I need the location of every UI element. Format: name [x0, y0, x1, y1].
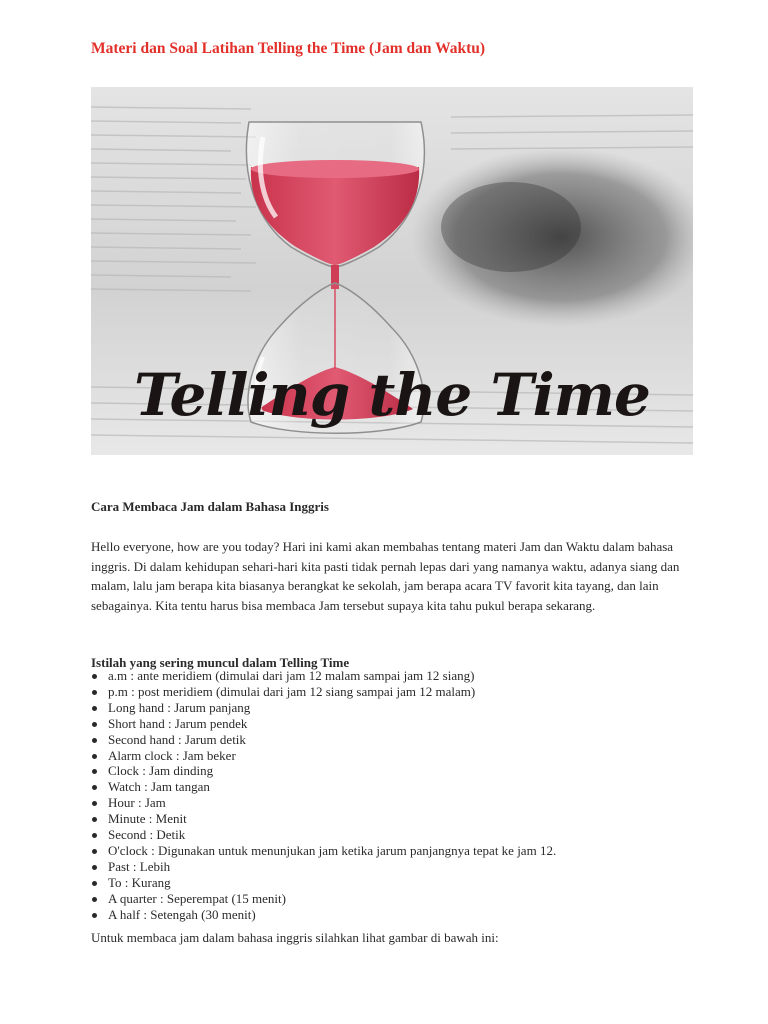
list-item: Long hand : Jarum panjang — [91, 700, 556, 716]
closing-paragraph: Untuk membaca jam dalam bahasa inggris silahkan lihat gambar di bawah ini: — [91, 930, 499, 945]
list-item: Clock : Jam dinding — [91, 763, 556, 779]
list-item: Alarm clock : Jam beker — [91, 748, 556, 764]
list-item: Watch : Jam tangan — [91, 779, 556, 795]
list-item: Short hand : Jarum pendek — [91, 716, 556, 732]
terms-heading: Istilah yang sering muncul dalam Telling Time — [91, 655, 350, 670]
intro-paragraph: Hello everyone, how are you today? Hari ini kami akan membahas tentang materi Jam dan Waktu dalam bahasa inggris. Di dalam kehidupan sehari-hari kita pasti tidak pernah lepas dari yang namanya waktu, adanya siang dan malam, lalu jam berapa kita biasanya berangkat ke sekolah, jam berapa acara TV favorit kita tayang, dan lain sebagainya. Kita tentu harus bisa membaca Jam tersebut supaya kita tahu pukul berapa sekarang. — [91, 539, 680, 613]
list-item: A half : Setengah (30 menit) — [91, 907, 556, 923]
list-item: O'clock : Digunakan untuk menunjukan jam ketika jarum panjangnya tepat ke jam 12. — [91, 843, 556, 859]
list-item: p.m : post meridiem (dimulai dari jam 12 siang sampai jam 12 malam) — [91, 684, 556, 700]
list-item: Past : Lebih — [91, 859, 556, 875]
list-item: Second hand : Jarum detik — [91, 732, 556, 748]
list-item: Hour : Jam — [91, 795, 556, 811]
hero-image — [91, 87, 693, 455]
section-heading: Cara Membaca Jam dalam Bahasa Inggris — [91, 499, 329, 514]
page-title: Materi dan Soal Latihan Telling the Time (Jam dan Waktu) — [91, 40, 486, 57]
list-item: Minute : Menit — [91, 811, 556, 827]
hero-caption: Telling the Time — [134, 361, 650, 429]
terms-list — [91, 668, 556, 923]
list-item: To : Kurang — [91, 875, 556, 891]
list-item: A quarter : Seperempat (15 menit) — [91, 891, 556, 907]
list-item: Second : Detik — [91, 827, 556, 843]
list-item: a.m : ante meridiem (dimulai dari jam 12 malam sampai jam 12 siang) — [91, 668, 556, 684]
